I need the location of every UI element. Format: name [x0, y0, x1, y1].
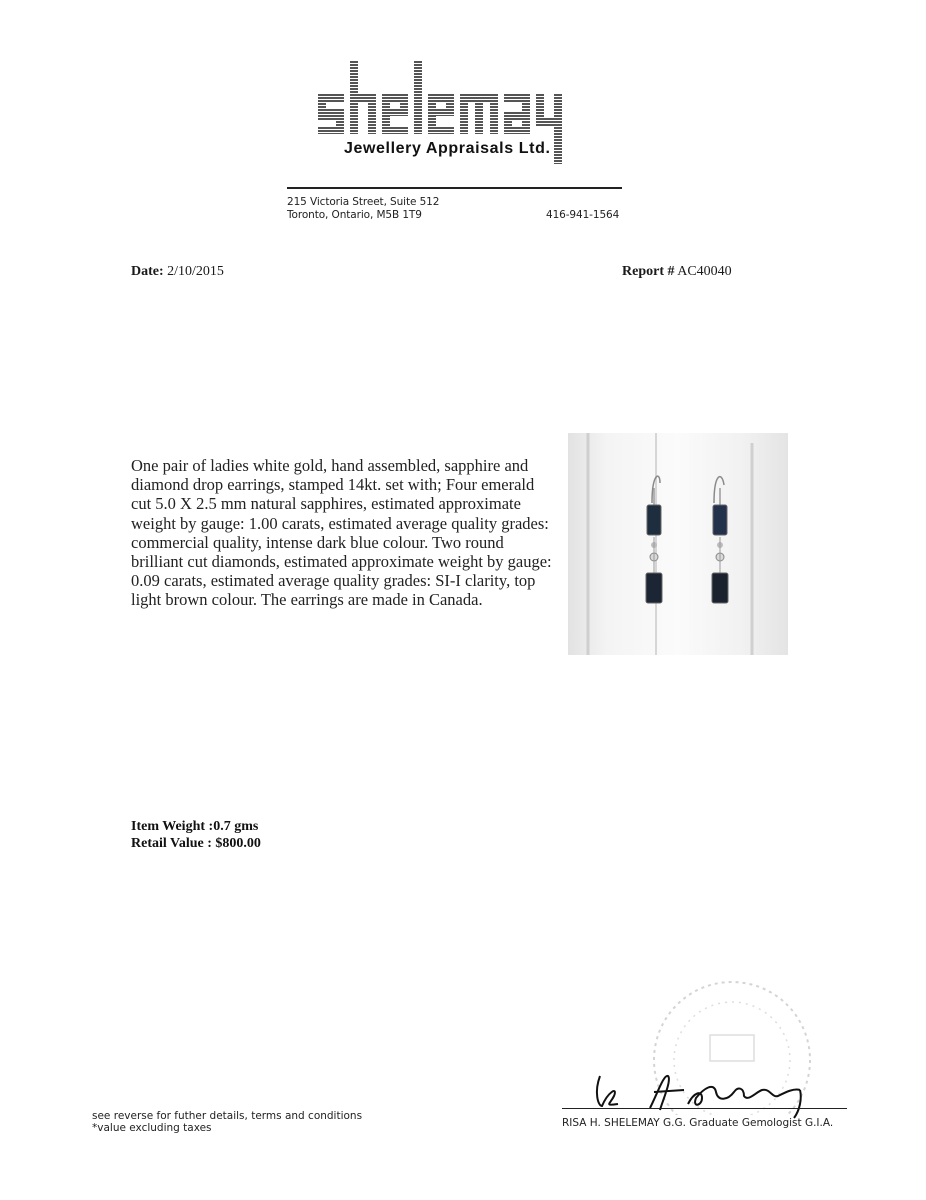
retail-value-label: Retail Value : — [131, 836, 212, 851]
item-description: One pair of ladies white gold, hand assembled, sapphire and diamond drop earrings, stamped 14kt. set with; Four emerald cut 5.0 X 2.5 mm natural sapphires, estimated approximate weight by gauge: 1.00 carats, estimated average quality grades: commercial quality, intense dark blue colour. Two round brilliant cut diamonds, estimated approximate weight by gauge: 0.09 carats, estimated average quality grades: SI-I clarity, top light brown colour. The earrings are made in Canada. — [131, 456, 552, 610]
report-label: Report # — [622, 264, 675, 279]
signature-line — [562, 1108, 847, 1109]
retail-value-line — [131, 835, 261, 852]
header-divider — [287, 187, 622, 189]
handwritten-signature — [588, 1062, 828, 1122]
item-weight-label: Item Weight : — [131, 819, 214, 834]
company-name: Jewellery Appraisals Ltd. — [344, 140, 551, 157]
right-earring — [712, 477, 728, 603]
tax-note: *value excluding taxes — [92, 1122, 212, 1134]
item-values — [131, 818, 261, 852]
company-logo — [312, 52, 612, 172]
date-label: Date: — [131, 264, 164, 279]
phone-number: 416-941-1564 — [546, 209, 620, 221]
left-earring — [646, 476, 662, 603]
date-line — [131, 264, 224, 280]
address-line-2: Toronto, Ontario, M5B 1T9 — [287, 209, 422, 221]
signer-credentials: RISA H. SHELEMAY G.G. Graduate Gemologist G.I.A. — [562, 1117, 834, 1129]
retail-value: $800.00 — [215, 836, 261, 851]
footnote — [92, 1110, 362, 1134]
address-line-1: 215 Victoria Street, Suite 512 — [287, 196, 440, 208]
earrings-photo — [568, 433, 788, 655]
earrings-image — [568, 433, 788, 655]
report-number: AC40040 — [677, 264, 732, 279]
item-weight-value: 0.7 gms — [213, 819, 259, 834]
report-line — [622, 264, 732, 280]
terms-note: see reverse for futher details, terms and conditions — [92, 1110, 363, 1122]
item-weight-line — [131, 818, 261, 835]
date-value: 2/10/2015 — [167, 264, 224, 279]
signature — [588, 1062, 828, 1122]
